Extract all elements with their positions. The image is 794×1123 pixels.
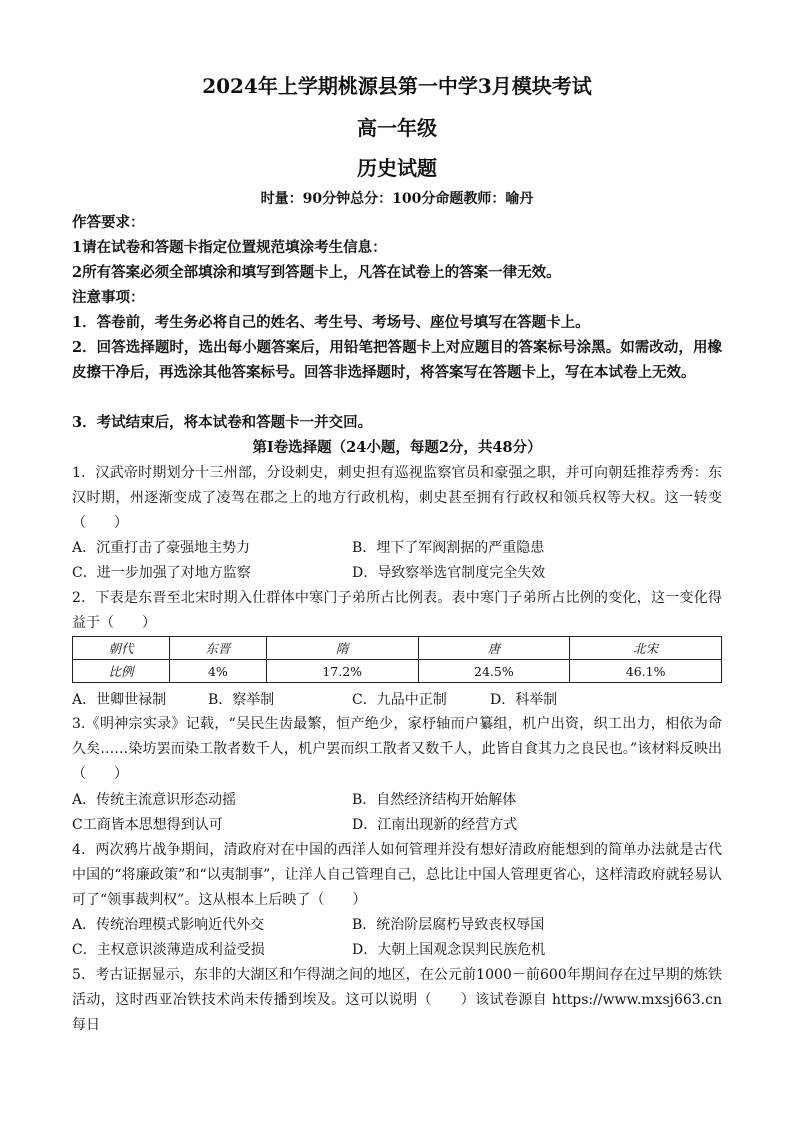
option-d: D．大朝上国观念误判民族危机 [352,942,546,958]
note-item: 2．回答选择题时，选出每小题答案后，用铅笔把答题卡上对应题目的答案标号涂黑。如需改动，用橡皮擦干净后，再选涂其他答案标号。回答非选择题时，将答案写在答题卡上，写在本试卷上无效。 [72,339,722,381]
subject-title: 历史试题 [357,156,437,180]
table-header-cell: 隋 [266,637,418,660]
grade-title: 高一年级 [357,116,437,140]
option-b: B．察举制 [208,692,275,708]
option-c: C．九品中正制 [352,692,447,708]
option-a: A．传统治理模式影响近代外交 [72,917,265,933]
table-cell: 比例 [73,660,170,683]
table-header-cell: 东晋 [169,637,266,660]
table-header-cell: 北宋 [570,637,722,660]
exam-meta: 时量：90分钟总分：100分命题教师：喻丹 [260,191,534,207]
option-c: C．进一步加强了对地方监察 [72,565,251,581]
option-b: B．自然经济结构开始解体 [352,792,517,808]
option-c: C工商皆本思想得到认可 [72,817,223,833]
requirements-heading: 作答要求： [72,214,145,231]
table-cell: 4% [169,660,266,683]
table-cell: 17.2% [266,660,418,683]
table-row [73,660,722,683]
question-stem: 4．两次鸦片战争期间，清政府对在中国的西洋人如何管理并没有想好清政府能想到的简单办法就是古代中国的“将廉政策”和“以夷制事”，让洋人自己管理自己，总比让中国人管理更省心，这样清政府就轻易认可了“领事裁判权”。这从根本上后映了（ ） [72,842,722,908]
option-d: D．江南出现新的经营方式 [352,817,518,833]
table-header-cell: 唐 [418,637,570,660]
option-a: A．沉重打击了豪强地主势力 [72,540,251,556]
table-cell: 46.1% [570,660,722,683]
note-item: 1．答卷前，考生务必将自己的姓名、考生号、考场号、座位号填写在答题卡上。 [72,314,590,331]
question-stem: 5．考古证据显示，东非的大湖区和乍得湖之间的地区，在公元前1000－前600年期间存在过早期的炼铁活动，这时西亚冶铁技术尚未传播到埃及。这可以说明（ ）该试卷源自 https://www.mxsj663.cn 每日 [72,967,736,1033]
exam-title: 2024年上学期桃源县第一中学3月模块考试 [202,74,592,98]
option-a: A．世卿世禄制 [72,692,167,708]
table-header-cell: 朝代 [73,637,170,660]
table-header-row [73,637,722,660]
table-cell: 24.5% [418,660,570,683]
option-b: B．统治阶层腐朽导致丧权辱国 [352,917,545,933]
requirement-item: 2所有答案必须全部填涂和填写到答题卡上，凡答在试卷上的答案一律无效。 [72,264,561,281]
ratio-table [72,636,722,683]
option-d: D．导致察举选官制度完全失效 [352,565,546,581]
question-stem: 3.《明神宗实录》记载，“吴民生齿最繁，恒产绝少，家杼轴而户纂组，机户出资，织工出力，相依为命久矣……染坊罢而染工散者数千人，机户罢而织工散者又数千人，此皆自食其力之良民也。”该材料反映出（ ） [72,716,722,782]
option-c: C．主权意识淡薄造成利益受损 [72,942,265,958]
requirement-item: 1请在试卷和答题卡指定位置规范填涂考生信息： [72,239,387,256]
option-b: B．埋下了军阀割据的严重隐患 [352,540,545,556]
notes-heading: 注意事项： [72,289,145,306]
question-stem: 2．下表是东晋至北宋时期入仕群体中寒门子弟所占比例表。表中寒门子弟所占比例的变化，这一变化得益于（ ） [72,590,722,631]
option-d: D．科举制 [490,692,558,708]
question-stem: 1．汉武帝时期划分十三州部，分设刺史，刺史担有巡视监察官员和豪强之职，并可向朝廷推荐秀秀：东汉时期，州逐渐变成了凌驾在郡之上的地方行政机构，刺史甚至拥有行政权和领兵权等大权。这一转变（ ） [72,465,722,531]
option-a: A．传统主流意识形态动摇 [72,792,237,808]
note-item: 3．考试结束后，将本试卷和答题卡一并交回。 [72,414,373,431]
section-title: 第Ⅰ卷选择题（24小题，每题2分，共48分） [252,439,542,456]
